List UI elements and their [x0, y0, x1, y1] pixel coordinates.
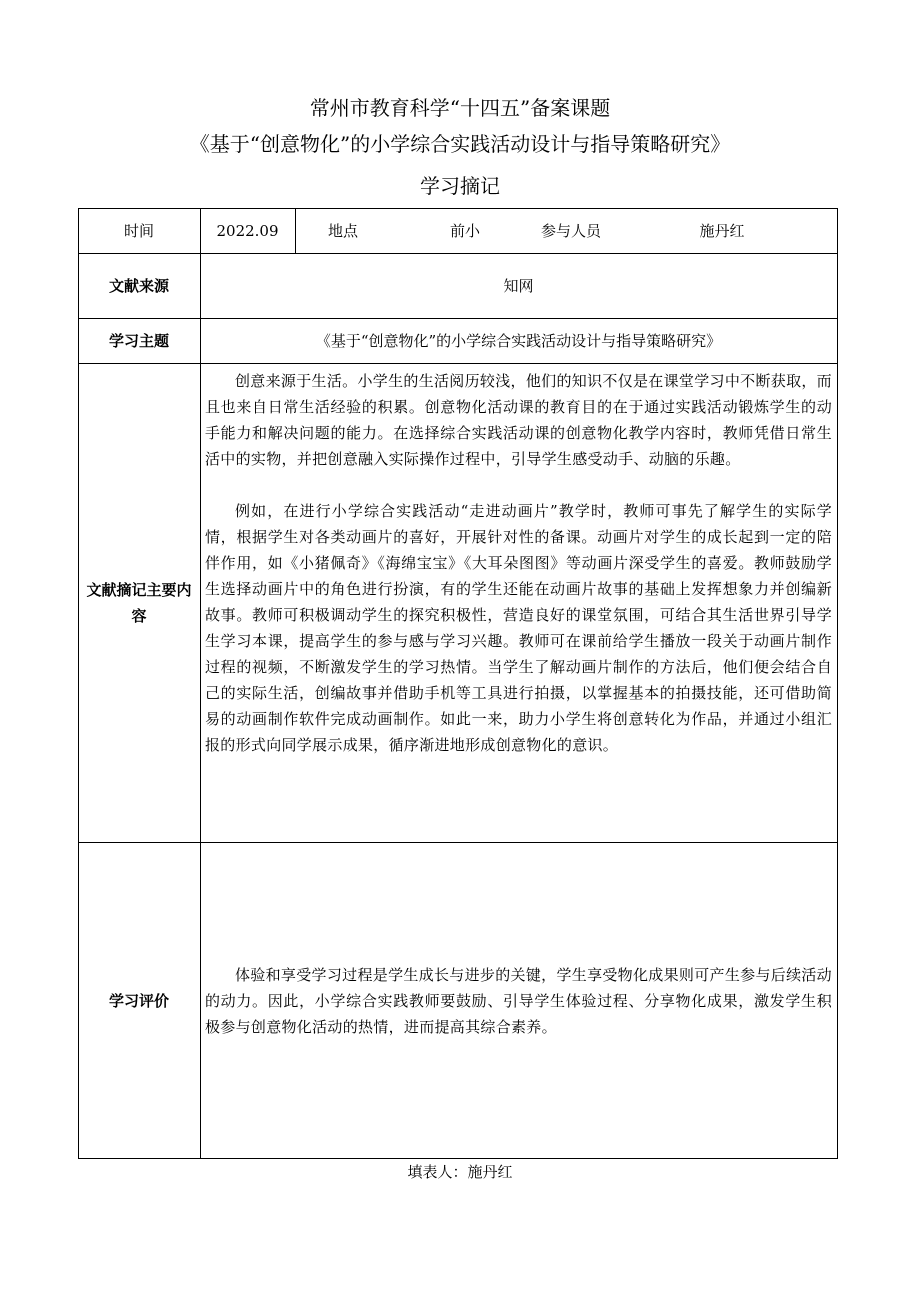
topic-value: 《基于“创意物化”的小学综合实践活动设计与指导策略研究》 — [315, 332, 722, 350]
place-value: 前小 — [449, 222, 480, 240]
excerpt-paragraph-2: 例如，在进行小学综合实践活动“走进动画片”教学时，教师可事先了解学生的实际学情，根据学生对各类动画片的喜好，开展针对性的备课。动画片对学生的成长起到一定的陪伴作用，如《小猪佩奇》《海绵宝宝》《大耳朵图图》等动画片深受学生的喜爱。教师鼓励学生选择动画片中的角色进行扮演，有的学生还能在动画片故事的基础上发挥想象力并创编新故事。教师可积极调动学生的探究积极性，营造良好的课堂氛围，可结合其生活世界引导学生学习本课，提高学生的参与感与学习兴趣。教师可在课前给学生播放一段关于动画片制作过程的视频，不断激发学生的学习热情。当学生了解动画片制作的方法后，他们便会结合自己的实际生活，创编故事并借助手机等工具进行拍摄，以掌握基本的拍摄技能，还可借助简易的动画制作软件完成动画制作。如此一来，助力小学生将创意转化为作品，并通过小组汇报的形式向同学展示成果，循序渐进地形成创意物化的意识。 — [205, 502, 832, 754]
topic-label: 学习主题 — [108, 332, 169, 350]
participants-value: 施丹红 — [699, 222, 745, 240]
time-value: 2022.09 — [216, 221, 279, 240]
page-title: 学习摘记 — [420, 174, 500, 198]
evaluation-label: 学习评价 — [108, 991, 169, 1010]
place-label: 地点 — [327, 222, 358, 240]
evaluation-text: 体验和享受学习过程是学生成长与进步的关键，学生享受物化成果则可产生参与后续活动的动力。因此，小学综合实践教师要鼓励、引导学生体验过程、分享物化成果，激发学生积极参与创意物化活动的热情，进而提高其综合素养。 — [205, 966, 832, 1036]
excerpt-paragraph-1: 创意来源于生活。小学生的生活阅历较浅，他们的知识不仅是在课堂学习中不断获取，而且也来自日常生活经验的积累。创意物化活动课的教育目的在于通过实践活动锻炼学生的动手能力和解决问题的能力。在选择综合实践活动课的创意物化教学内容时，教师凭借日常生活中的实物，并把创意融入实际操作过程中，引导学生感受动手、动脑的乐趣。 — [205, 372, 832, 468]
source-label: 文献来源 — [108, 277, 169, 295]
record-table — [78, 208, 838, 1159]
time-label: 时间 — [123, 222, 154, 240]
header-project-line: 常州市教育科学“十四五”备案课题 — [309, 96, 611, 120]
participants-label: 参与人员 — [540, 222, 601, 240]
form-filler: 填表人：施丹红 — [407, 1163, 513, 1181]
header-research-title: 《基于“创意物化”的小学综合实践活动设计与指导策略研究》 — [189, 132, 731, 156]
excerpt-label: 文献摘记主要内容 — [86, 580, 192, 625]
excerpt-content — [200, 363, 837, 842]
source-value: 知网 — [503, 277, 534, 295]
evaluation-content — [200, 842, 837, 1158]
